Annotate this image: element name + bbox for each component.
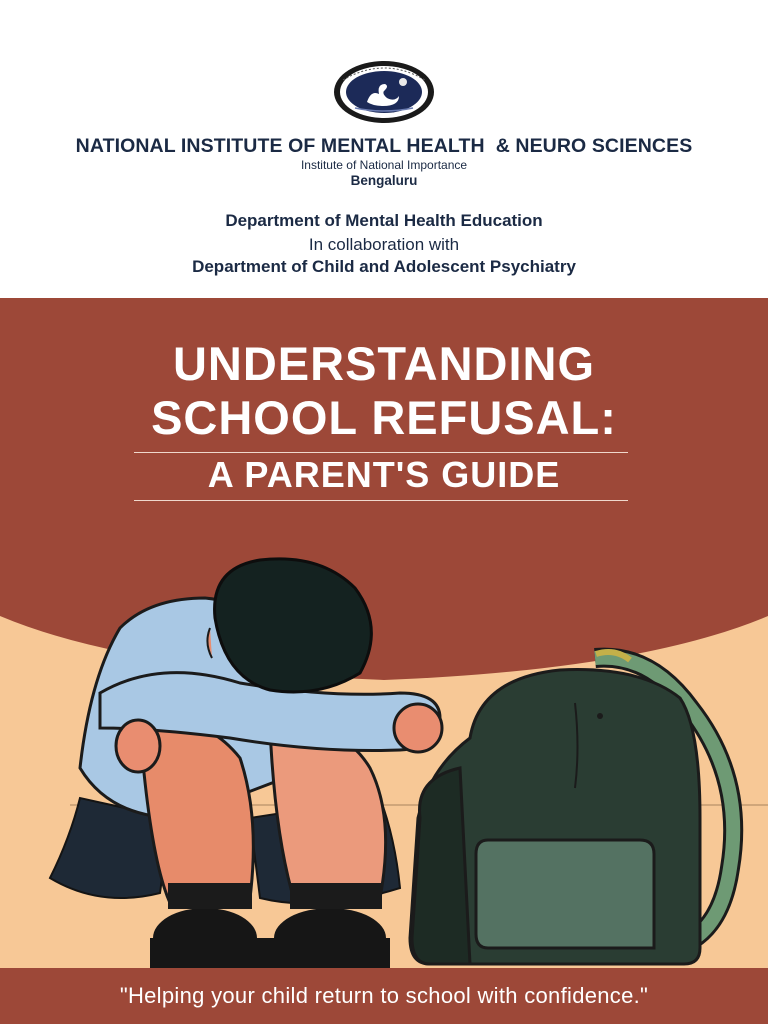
subtitle-rule-bottom xyxy=(134,500,628,501)
institute-city: Bengaluru xyxy=(350,173,418,188)
nimhans-emblem-icon xyxy=(333,60,435,124)
subtitle-rule-top xyxy=(134,452,628,453)
title-line-1: UNDERSTANDING xyxy=(172,337,596,390)
subtitle: A PARENT'S GUIDE xyxy=(207,454,561,495)
department-secondary: Department of Child and Adolescent Psychiatry xyxy=(192,257,576,276)
collaboration-text: In collaboration with xyxy=(308,235,460,254)
institute-subtitle: Institute of National Importance xyxy=(300,158,468,172)
department-primary: Department of Mental Health Education xyxy=(225,211,543,230)
header-section xyxy=(0,0,768,298)
title-line-2: SCHOOL REFUSAL: xyxy=(151,391,617,444)
institute-name: NATIONAL INSTITUTE OF MENTAL HEALTH & NEURO SCIENCES xyxy=(75,135,693,157)
tagline: "Helping your child return to school with confidence." xyxy=(119,983,649,1008)
